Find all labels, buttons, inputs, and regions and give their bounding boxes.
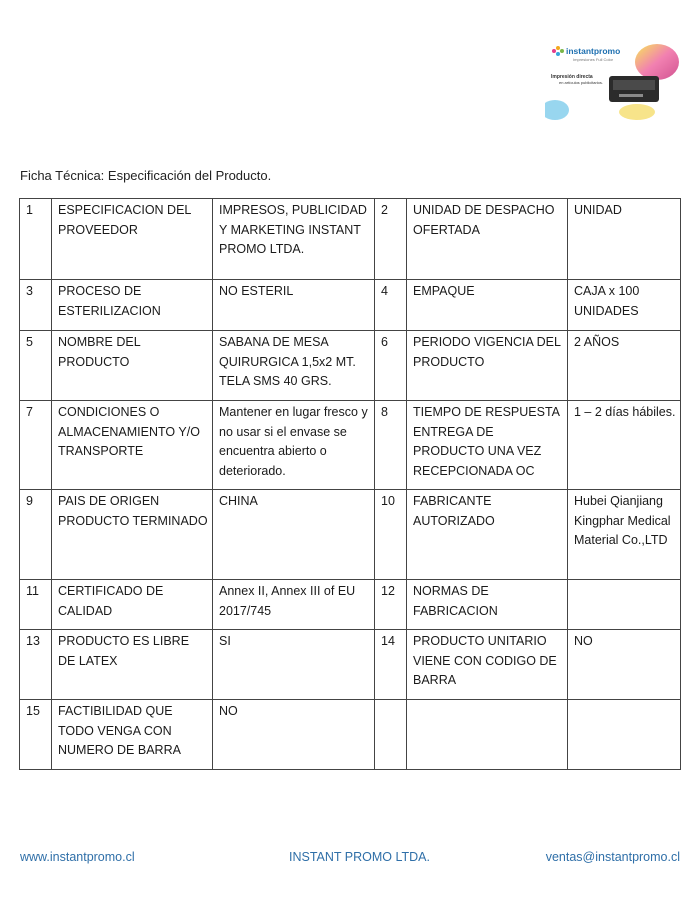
field-label: EMPAQUE: [407, 280, 568, 331]
field-label: PRODUCTO ES LIBRE DE LATEX: [52, 630, 213, 700]
field-value: UNIDAD: [568, 199, 681, 280]
table-row: [20, 490, 681, 580]
field-label: TIEMPO DE RESPUESTA ENTREGA DE PRODUCTO UNA VEZ RECEPCIONADA OC: [407, 401, 568, 490]
field-value: NO ESTERIL: [213, 280, 375, 331]
item-number: 13: [20, 630, 52, 700]
field-label: ESPECIFICACION DEL PROVEEDOR: [52, 199, 213, 280]
field-label: PROCESO DE ESTERILIZACION: [52, 280, 213, 331]
logo-brand: instantpromo: [566, 46, 621, 56]
document-title: Ficha Técnica: Especificación del Producto.: [20, 168, 272, 183]
field-value: NO: [213, 700, 375, 770]
field-label: CERTIFICADO DE CALIDAD: [52, 580, 213, 630]
logo-headline: Impresión directa: [551, 74, 593, 80]
footer-email[interactable]: ventas@instantpromo.cl: [545, 850, 680, 864]
field-value: NO: [568, 630, 681, 700]
item-number: 2: [375, 199, 407, 280]
logo-subline: en artículos publicitarios.: [559, 80, 604, 85]
item-number: 10: [375, 490, 407, 580]
field-label: PRODUCTO UNITARIO VIENE CON CODIGO DE BARRA: [407, 630, 568, 700]
table-row: [20, 700, 681, 770]
item-number: 14: [375, 630, 407, 700]
field-label: CONDICIONES O ALMACENAMIENTO Y/O TRANSPORTE: [52, 401, 213, 490]
company-logo: [545, 40, 680, 122]
field-value: SABANA DE MESA QUIRURGICA 1,5x2 MT. TELA SMS 40 GRS.: [213, 331, 375, 401]
field-value: CAJA x 100 UNIDADES: [568, 280, 681, 331]
table-row: [20, 401, 681, 490]
field-value: SI: [213, 630, 375, 700]
footer-website[interactable]: www.instantpromo.cl: [20, 850, 135, 864]
field-value: Hubei Qianjiang Kingphar Medical Material Co.,LTD: [568, 490, 681, 580]
field-value: CHINA: [213, 490, 375, 580]
field-value: 2 AÑOS: [568, 331, 681, 401]
item-number: 15: [20, 700, 52, 770]
item-number: 8: [375, 401, 407, 490]
item-number: 7: [20, 401, 52, 490]
field-value: IMPRESOS, PUBLICIDAD Y MARKETING INSTANT PROMO LTDA.: [213, 199, 375, 280]
item-number: [375, 700, 407, 770]
field-value: Annex II, Annex III of EU 2017/745: [213, 580, 375, 630]
item-number: 9: [20, 490, 52, 580]
field-label: UNIDAD DE DESPACHO OFERTADA: [407, 199, 568, 280]
item-number: 4: [375, 280, 407, 331]
field-label: FACTIBILIDAD QUE TODO VENGA CON NUMERO DE BARRA: [52, 700, 213, 770]
field-label: NOMBRE DEL PRODUCTO: [52, 331, 213, 401]
item-number: 5: [20, 331, 52, 401]
field-label: PERIODO VIGENCIA DEL PRODUCTO: [407, 331, 568, 401]
field-label: PAIS DE ORIGEN PRODUCTO TERMINADO: [52, 490, 213, 580]
field-value: [568, 700, 681, 770]
field-label: [407, 700, 568, 770]
item-number: 1: [20, 199, 52, 280]
logo-tagline: Impresiones Full Color: [573, 57, 614, 62]
footer-company: INSTANT PROMO LTDA.: [289, 850, 430, 864]
field-value: [568, 580, 681, 630]
item-number: 12: [375, 580, 407, 630]
specification-table: [19, 198, 681, 770]
field-label: FABRICANTE AUTORIZADO: [407, 490, 568, 580]
table-row: [20, 280, 681, 331]
field-label: NORMAS DE FABRICACION: [407, 580, 568, 630]
field-value: Mantener en lugar fresco y no usar si el envase se encuentra abierto o deteriorado.: [213, 401, 375, 490]
table-row: [20, 331, 681, 401]
item-number: 6: [375, 331, 407, 401]
item-number: 3: [20, 280, 52, 331]
item-number: 11: [20, 580, 52, 630]
field-value: 1 – 2 días hábiles.: [568, 401, 681, 490]
logo-graphic: [545, 40, 680, 122]
table-row: [20, 580, 681, 630]
table-row: [20, 199, 681, 280]
table-row: [20, 630, 681, 700]
